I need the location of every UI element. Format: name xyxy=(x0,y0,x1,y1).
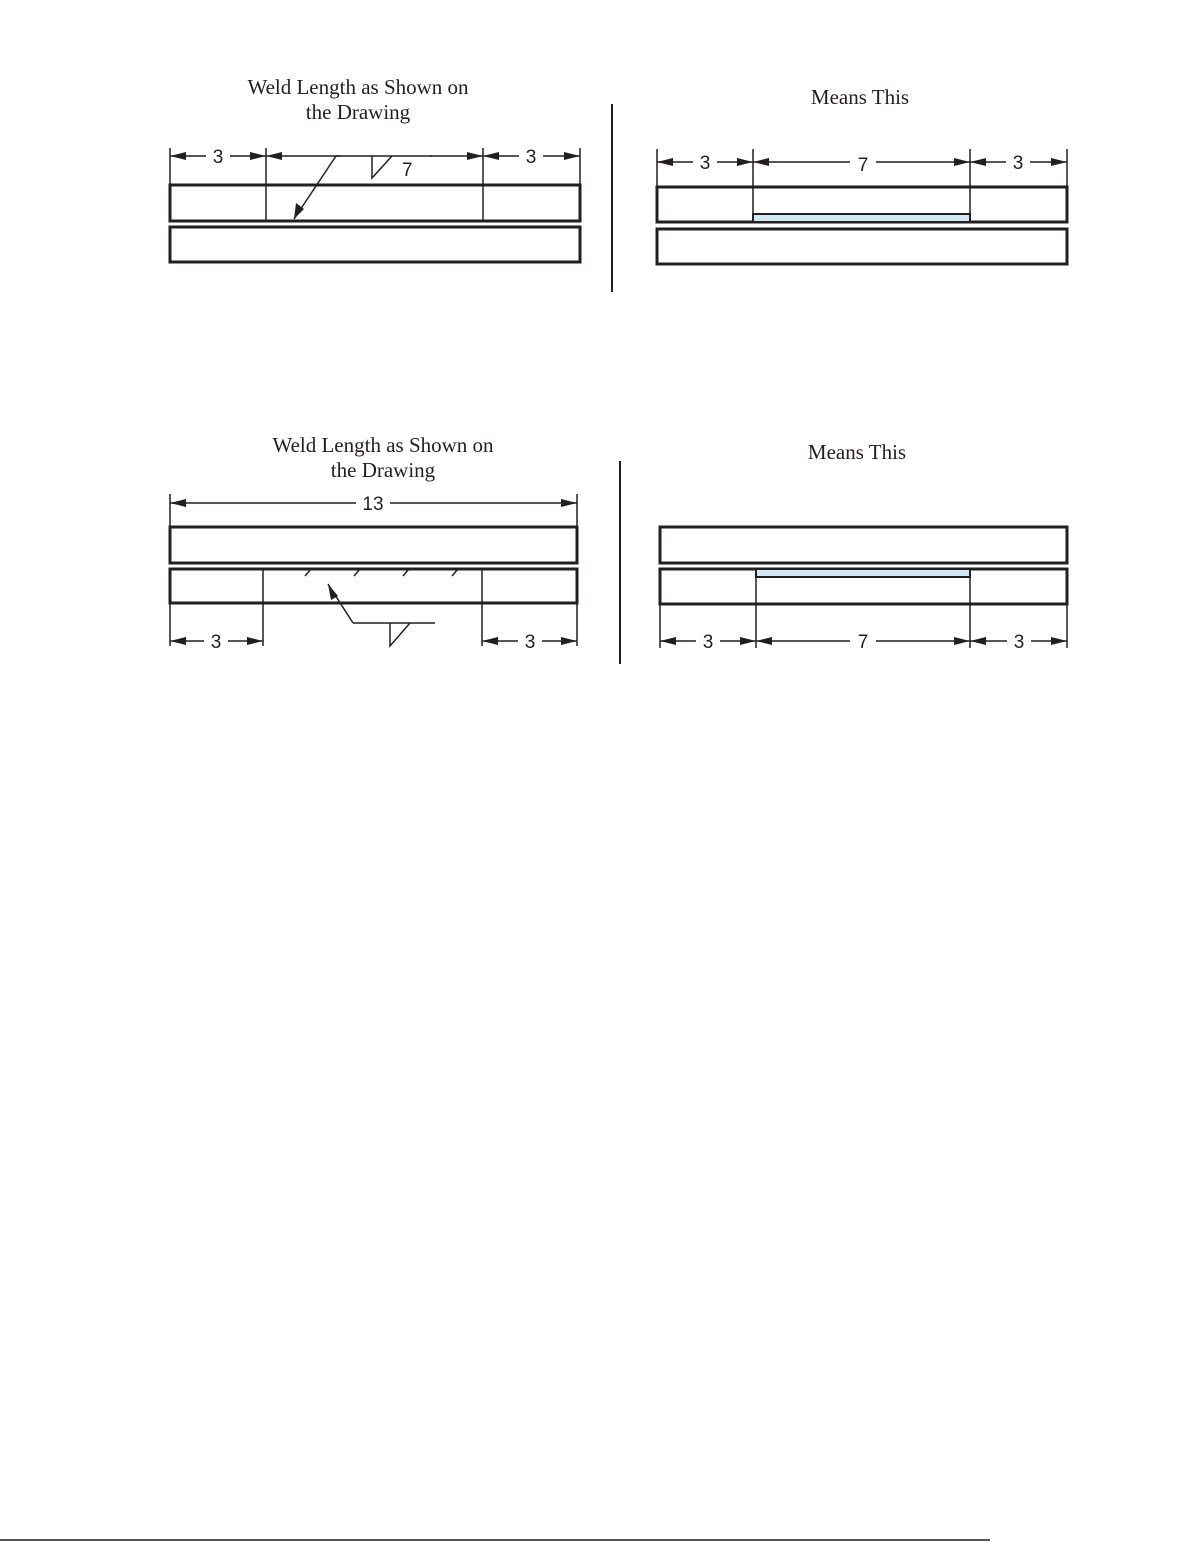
bottom-right-panel xyxy=(660,440,1067,653)
arrowhead xyxy=(266,152,282,160)
arrowhead xyxy=(483,152,499,160)
top-right-dim-left-label: 3 xyxy=(699,153,711,174)
top-right-weld-bead xyxy=(753,214,970,222)
top-left-title-line1: Weld Length as Shown on xyxy=(247,75,469,99)
arrowhead xyxy=(247,637,263,645)
top-right-title: Means This xyxy=(810,85,910,109)
arrowhead xyxy=(737,158,753,166)
top-left-title-line2: the Drawing xyxy=(305,100,411,124)
top-left-dim-right-label: 3 xyxy=(525,147,537,168)
arrowhead xyxy=(970,158,986,166)
arrowhead xyxy=(970,637,986,645)
arrowhead xyxy=(1051,158,1067,166)
arrowhead xyxy=(954,637,970,645)
top-left-dim-left-label: 3 xyxy=(212,147,224,168)
top-left-lower-plate xyxy=(170,227,580,262)
bottom-right-weld-bead xyxy=(756,569,970,577)
bottom-right-dim-right-label: 3 xyxy=(1013,632,1025,653)
bottom-left-dim-right-label: 3 xyxy=(524,632,536,653)
arrowhead xyxy=(660,637,676,645)
top-right-lower-plate xyxy=(657,229,1067,264)
arrowhead xyxy=(1051,637,1067,645)
arrowhead xyxy=(756,637,772,645)
arrowhead xyxy=(753,158,769,166)
arrowhead xyxy=(170,152,186,160)
bottom-left-lower-plate xyxy=(170,569,577,603)
bottom-right-upper-plate xyxy=(660,527,1067,563)
top-left-weld-size-label: 7 xyxy=(402,160,413,181)
arrowhead xyxy=(467,152,483,160)
bottom-left-title-line2: the Drawing xyxy=(330,458,436,482)
arrowhead xyxy=(561,499,577,507)
top-left-panel xyxy=(170,75,580,262)
bottom-left-upper-plate xyxy=(170,527,577,563)
arrowhead xyxy=(250,152,266,160)
top-left-upper-plate xyxy=(170,185,580,221)
bottom-right-dim-left-label: 3 xyxy=(702,632,714,653)
arrowhead xyxy=(170,499,186,507)
arrowhead xyxy=(170,637,186,645)
fillet-weld-symbol xyxy=(390,623,410,646)
arrowhead xyxy=(657,158,673,166)
fillet-weld-symbol xyxy=(372,156,392,178)
top-right-dim-middle-label: 7 xyxy=(857,155,869,176)
arrowhead xyxy=(482,637,498,645)
bottom-right-dim-middle-label: 7 xyxy=(857,632,869,653)
bottom-left-panel xyxy=(170,433,577,653)
bottom-left-dim-left-label: 3 xyxy=(210,632,222,653)
bottom-left-title-line1: Weld Length as Shown on xyxy=(272,433,494,457)
arrowhead xyxy=(561,637,577,645)
top-right-panel xyxy=(657,85,1067,264)
bottom-right-title: Means This xyxy=(807,440,907,464)
top-right-dim-right-label: 3 xyxy=(1012,153,1024,174)
arrowhead xyxy=(740,637,756,645)
bottom-left-dim-overall-label: 13 xyxy=(362,494,384,515)
arrowhead xyxy=(954,158,970,166)
arrowhead xyxy=(564,152,580,160)
